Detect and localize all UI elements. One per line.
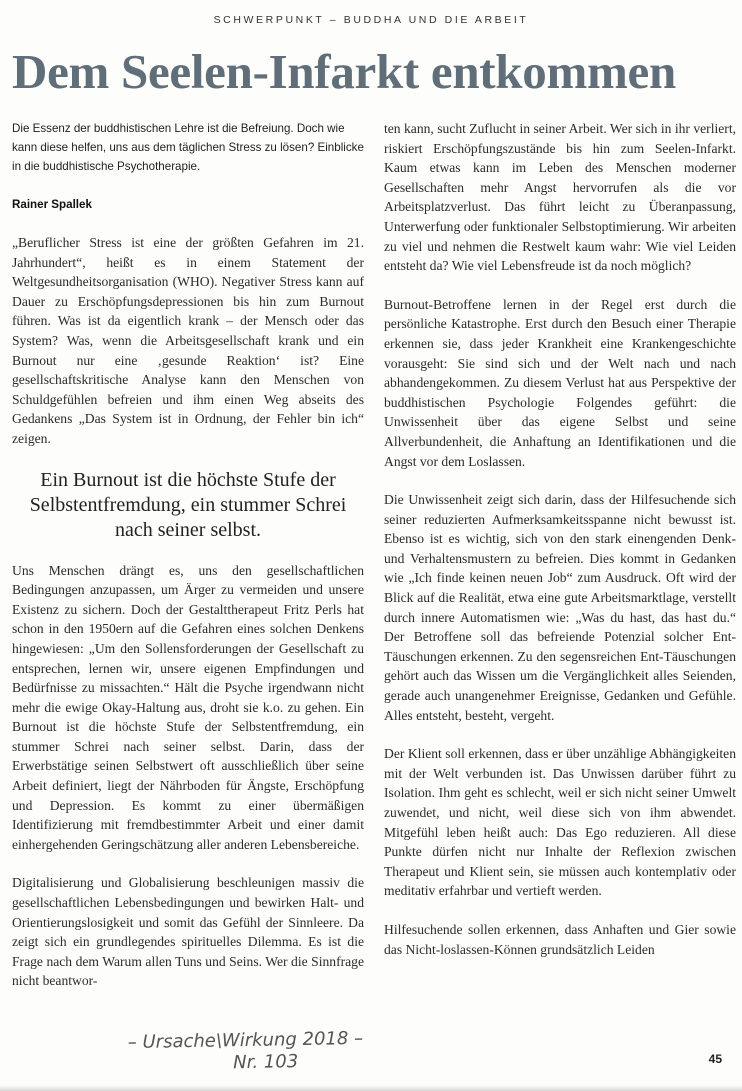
section-kicker: SCHWERPUNKT – BUDDHA UND DIE ARBEIT <box>213 14 529 26</box>
body-paragraph: Digitalisierung und Globalisierung beschleunigen massiv die gesellschaftlichen Lebensbedingungen und bewirken Halt- und Orientierungslosigkeit und somit das Gefühl der Sinnleere. Da zeigt sich ein grundlegendes spirituelles Dilemma. Es ist die Frage nach dem Warum allen Tuns und Seins. Wer die Sinnfrage nicht beantwor- <box>12 875 364 989</box>
handwritten-issue: Nr. 103 <box>233 1051 299 1074</box>
page-edge-shadow <box>0 1085 742 1091</box>
handwritten-annotation <box>128 1028 364 1076</box>
body-paragraph: Die Unwissenheit zeigt sich darin, dass der Hilfesuchende sich seiner reduzierten Aufmerksamkeitsspanne nicht bewusst ist. Ebenso ist es wichtig, sich von den stark einengenden Denk- und Verhaltensmustern zu befreien. Dies kommt in Gedanken wie „Ich finde keinen neuen Job“ zum Ausdruck. Oft wird der Blick auf die Realität, etwa eine gute Arbeitsmarktlage, verstellt durch innere Automatismen wie: „Was du hast, das hast du.“ Der Betroffene soll das befreiende Potenzial solcher Ent-Täuschungen erkennen. Zu den segensreichen Ent-Täuschungen gehört auch das Wissen um die Vergänglichkeit alles Seienden, gerade auch unangenehmer Ereignisse, Gedanken und Gefühle. Alles entsteht, besteht, vergeht. <box>384 492 736 723</box>
body-paragraph: ten kann, sucht Zuflucht in seiner Arbeit. Wer sich in ihr verliert, riskiert Erschöpfungszustände bis hin zum Seelen-Infarkt. Kaum etwas kann im Leben des Menschen moderner Gesellschaften mehr Angst hervorrufen als die vor Arbeitsplatzverlust. Das führt leicht zu Überanpassung, Unterwerfung oder funktionaler Selbstoptimierung. Wir arbeiten zu viel und nehmen die Restwelt kaum wahr: Wie viel Leiden entsteht da? Wie viel Lebensfreude ist da noch möglich? <box>384 121 736 274</box>
body-paragraph: Der Klient soll erkennen, dass er über unzählige Abhängigkeiten mit der Welt verbunden ist. Das Unwissen darüber führt zu Isolation. Ihm geht es schlecht, weil er sich nicht seiner Umwelt zuwendet, und nicht, weil diese sich von ihm abwendet. Mitgefühl leben heißt auch: Das Ego reduzieren. All diese Punkte dürfen nicht nur Inhalte der Reflexion zwischen Therapeut und Klient sein, sie müssen auch kontemplativ oder meditativ erfahrbar und vertieft werden. <box>384 746 736 899</box>
body-paragraph: Burnout-Betroffene lernen in der Regel erst durch die persönliche Katastrophe. Erst durch den Besuch einer Therapie erkennen sie, dass jeder Krankheit eine Krankengeschichte vorausgeht: Sie sind sich und der Welt nach und nach abhandengekommen. Zu diesem Verlust hat aus Perspektive der buddhistischen Psychologie Folgendes geführt: die Unwissenheit über das eigene Selbst und seine Allverbundenheit, die Anhaftung an Identifikationen und die Angst vor dem Loslassen. <box>384 296 736 469</box>
article-title: Dem Seelen-Infarkt entkommen <box>12 44 676 99</box>
handwritten-source: – Ursache\Wirkung 2018 – <box>127 1027 364 1054</box>
left-column <box>12 119 364 1010</box>
body-paragraph: Hilfesuchende sollen erkennen, dass Anhaften und Gier sowie das Nicht-loslassen-Können grundsätzlich Leiden <box>384 921 736 957</box>
author-name: Rainer Spallek <box>12 198 92 211</box>
page-number: 45 <box>708 1052 722 1066</box>
body-paragraph: Uns Menschen drängt es, uns den gesellschaftlichen Bedingungen anzupassen, um Ärger zu vermeiden und unsere Existenz zu sichern. Doch der Gestalttherapeut Fritz Perls hat schon in den 1950ern auf die Gefahren eines solchen Denkens hingewiesen: „Um den Sollensforderungen der Gesellschaft zu entsprechen, lernen wir, unsere eigenen Empfindungen und Bedürfnisse zu missachten.“ Hält die Psyche irgendwann nicht mehr die ewige Okay-Haltung aus, droht sie k.o. zu gehen. Ein Burnout ist die höchste Stufe der Selbstentfremdung, ein stummer Schrei nach seiner selbst. Darin, dass der Erwerbstätige seinen Selbstwert oft ausschließlich über seine Arbeit definiert, liegt der Nährboden für Ängste, Erschöpfung und Depression. Es kommt zu einer übermäßigen Identifizierung mit fremdbestimmter Arbeit und einer damit einhergehenden Geringschätzung aller anderen Lebensbereiche. <box>12 562 364 852</box>
pull-quote: Ein Burnout ist die höchste Stufe der Selbstentfremdung, ein stummer Schrei nach seiner selbst. <box>29 468 347 541</box>
right-column <box>384 119 736 978</box>
body-paragraph: „Beruflicher Stress ist eine der größten Gefahren im 21. Jahrhundert“, heißt es in einem Statement der Weltgesundheitsorganisation (WHO). Negativer Stress kann auf Dauer zu Erschöpfungsdepressionen bis hin zum Burnout führen. Was ist da eigentlich krank – der Mensch oder das System? Was, wenn die Arbeitsgesellschaft krank und ein Burnout nur eine ‚gesunde Reaktion‘ ist? Eine gesellschaftskritische Analyse kann den Menschen von Schuldgefühlen befreien und ihm einen Weg abseits des Gedankens „Das System ist in Ordnung, der Fehler bin ich“ zeigen. <box>12 235 364 446</box>
lead-text: Die Essenz der buddhistischen Lehre ist die Befreiung. Doch wie kann diese helfen, uns aus dem täglichen Stress zu lösen? Einblicke in die buddhistische Psychotherapie. <box>12 122 364 173</box>
